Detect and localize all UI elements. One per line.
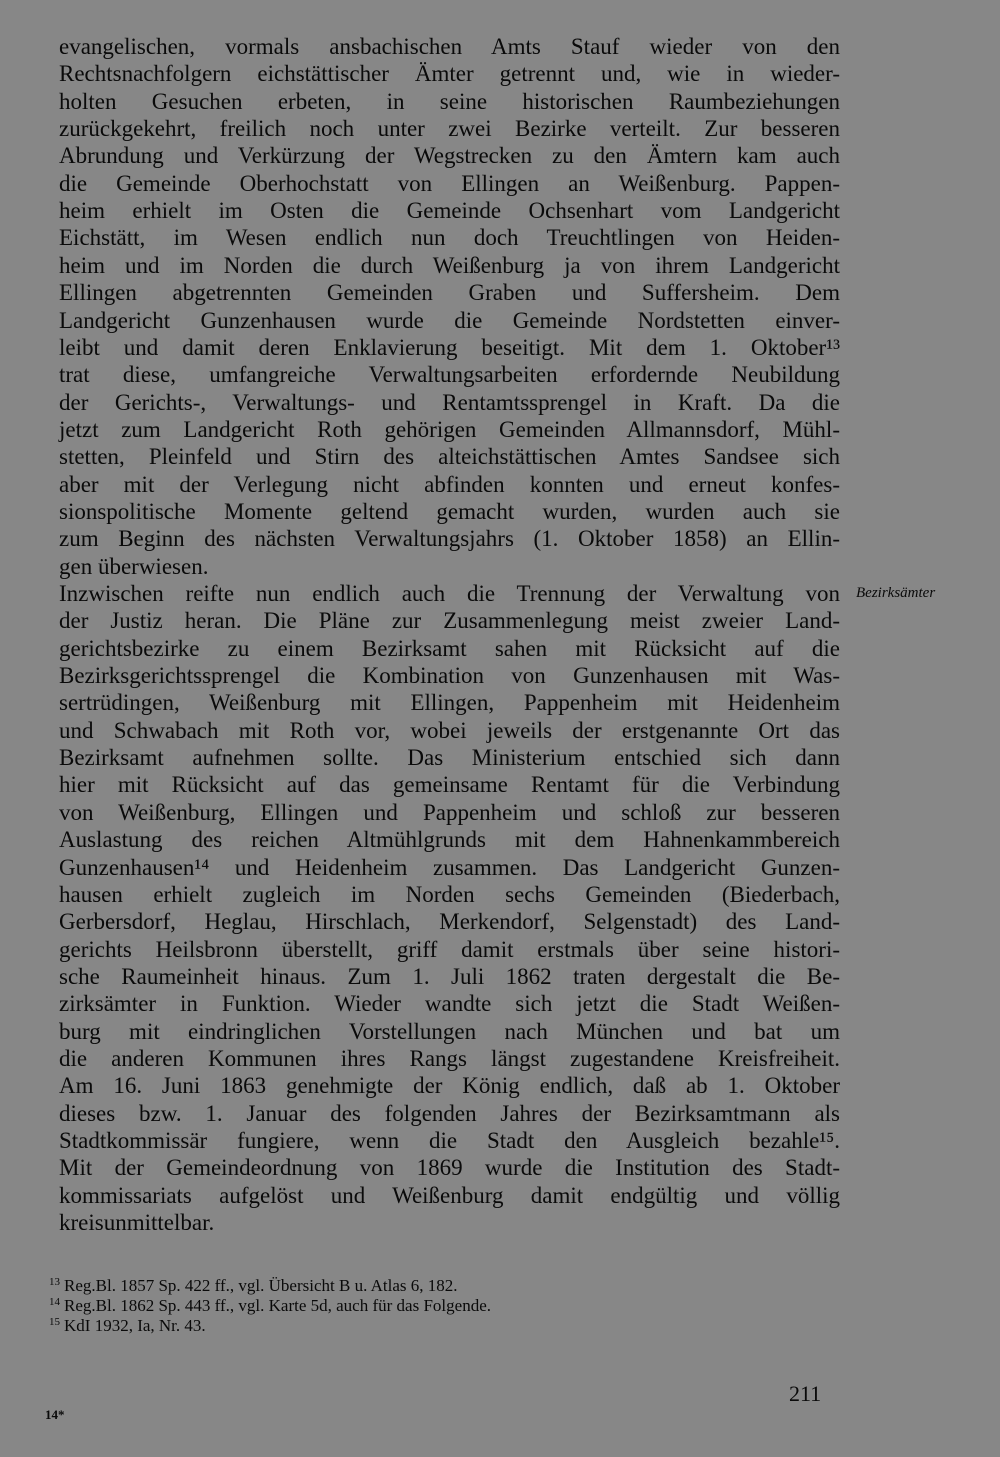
text-line: Bezirksgerichtssprengel die Kombination von Gunzenhausen mit Was- [59,663,840,688]
footnote-text: Reg.Bl. 1857 Sp. 422 ff., vgl. Übersicht B u. Atlas 6, 182. [64,1276,458,1295]
footnote-text: KdI 1932, Ia, Nr. 43. [64,1316,206,1335]
footnote-number: 14 [49,1296,60,1308]
text-line: von Weißenburg, Ellingen und Pappenheim und schloß zur besseren [59,800,840,825]
signature-mark: 14* [45,1407,65,1422]
text-line: heim und im Norden die durch Weißenburg ja von ihrem Landgericht [59,253,840,278]
text-line: zirksämter in Funktion. Wieder wandte sich jetzt die Stadt Weißen- [59,991,840,1016]
text-line: Stadtkommissär fungiere, wenn die Stadt den Ausgleich bezahle¹⁵. [59,1128,840,1153]
text-line: dieses bzw. 1. Januar des folgenden Jahres der Bezirksamtmann als [59,1101,840,1126]
page-number: 211 [789,1381,822,1406]
text-line: holten Gesuchen erbeten, in seine historischen Raumbeziehungen [59,89,840,114]
text-line: zum Beginn des nächsten Verwaltungsjahrs (1. Oktober 1858) an Ellin- [59,526,840,551]
text-line: Gerbersdorf, Heglau, Hirschlach, Merkendorf, Selgenstadt) des Land- [59,909,840,934]
text-line: der Gerichts-, Verwaltungs- und Rentamtssprengel in Kraft. Da die [59,390,840,415]
text-line: Landgericht Gunzenhausen wurde die Gemeinde Nordstetten einver- [59,308,840,333]
text-line: leibt und damit deren Enklavierung beseitigt. Mit dem 1. Oktober¹³ [59,335,840,360]
text-line: Mit der Gemeindeordnung von 1869 wurde die Institution des Stadt- [59,1155,840,1180]
text-line: stetten, Pleinfeld und Stirn des alteichstättischen Amtes Sandsee sich [59,444,840,469]
text-line: hier mit Rücksicht auf das gemeinsame Rentamt für die Verbindung [59,772,840,797]
footnote [49,1312,206,1336]
text-line: gen überwiesen. [59,554,209,579]
text-line: Am 16. Juni 1863 genehmigte der König endlich, daß ab 1. Oktober [59,1073,840,1098]
margin-note: Bezirksämter [856,585,936,601]
footnote-number: 13 [49,1276,60,1288]
text-line: sionspolitische Momente geltend gemacht wurden, wurden auch sie [59,499,840,524]
text-line: Auslastung des reichen Altmühlgrunds mit dem Hahnenkammbereich [59,827,840,852]
text-line: evangelischen, vormals ansbachischen Amts Stauf wieder von den [59,34,840,59]
text-line: die Gemeinde Oberhochstatt von Ellingen an Weißenburg. Pappen- [59,171,840,196]
text-line: Bezirksamt aufnehmen sollte. Das Ministerium entschied sich dann [59,745,840,770]
text-line: der Justiz heran. Die Pläne zur Zusammenlegung meist zweier Land- [59,608,840,633]
text-line: sertrüdingen, Weißenburg mit Ellingen, Pappenheim mit Heidenheim [59,690,840,715]
footnote-text: Reg.Bl. 1862 Sp. 443 ff., vgl. Karte 5d, auch für das Folgende. [64,1296,491,1315]
text-line: Ellingen abgetrennten Gemeinden Graben und Suffersheim. Dem [59,280,840,305]
text-line: jetzt zum Landgericht Roth gehörigen Gemeinden Allmannsdorf, Mühl- [59,417,840,442]
text-line: zurückgekehrt, freilich noch unter zwei Bezirke verteilt. Zur besseren [59,116,840,141]
text-line: hausen erhielt zugleich im Norden sechs Gemeinden (Biederbach, [59,882,840,907]
text-line: Rechtsnachfolgern eichstättischer Ämter getrennt und, wie in wieder- [59,61,840,86]
text-line: und Schwabach mit Roth vor, wobei jeweils der erstgenannte Ort das [59,718,840,743]
text-line: kommissariats aufgelöst und Weißenburg damit endgültig und völlig [59,1183,840,1208]
text-line: Inzwischen reifte nun endlich auch die Trennung der Verwaltung von [59,581,840,606]
text-line: sche Raumeinheit hinaus. Zum 1. Juli 1862 traten dergestalt die Be- [59,964,840,989]
text-line: Abrundung und Verkürzung der Wegstrecken zu den Ämtern kam auch [59,143,840,168]
text-line: trat diese, umfangreiche Verwaltungsarbeiten erfordernde Neubildung [59,362,840,387]
text-line: gerichtsbezirke zu einem Bezirksamt sahen mit Rücksicht auf die [59,636,840,661]
text-line: die anderen Kommunen ihres Rangs längst zugestandene Kreisfreiheit. [59,1046,840,1071]
text-line: kreisunmittelbar. [59,1210,215,1235]
text-line: Gunzenhausen¹⁴ und Heidenheim zusammen. Das Landgericht Gunzen- [59,855,840,880]
text-line: heim erhielt im Osten die Gemeinde Ochsenhart vom Landgericht [59,198,840,223]
text-line: gerichts Heilsbronn überstellt, griff damit erstmals über seine histori- [59,937,840,962]
text-line: aber mit der Verlegung nicht abfinden konnten und erneut konfes- [59,472,840,497]
text-line: burg mit eindringlichen Vorstellungen nach München und bat um [59,1019,840,1044]
text-line: Eichstätt, im Wesen endlich nun doch Treuchtlingen von Heiden- [59,225,840,250]
footnote-number: 15 [49,1316,60,1328]
